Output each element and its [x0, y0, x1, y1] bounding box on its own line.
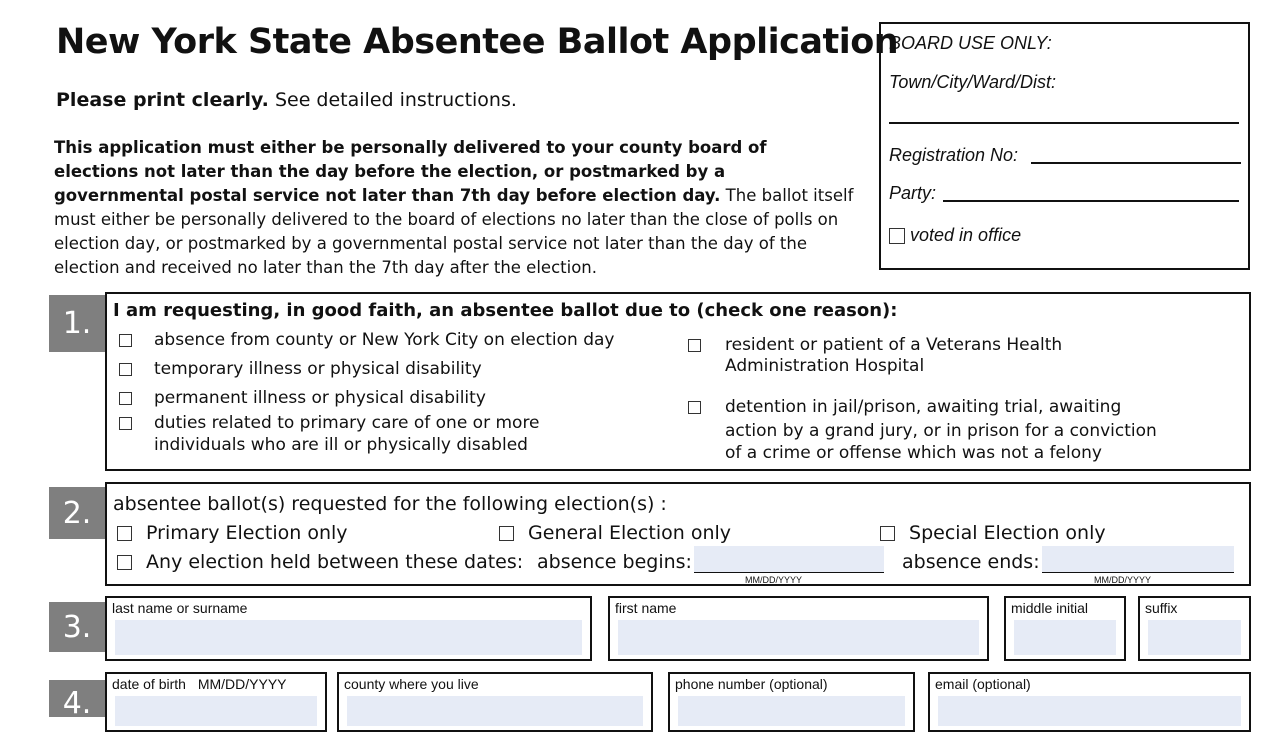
section-2-number: 2. [49, 487, 105, 539]
reason-permanent-checkbox[interactable] [119, 392, 132, 405]
last-name-field[interactable] [105, 596, 592, 661]
section-2-box [105, 482, 1251, 586]
any-election-checkbox[interactable] [117, 555, 132, 570]
town-line[interactable] [889, 122, 1239, 124]
reason-caregiver-label-2: individuals who are ill or physically disabled [154, 435, 528, 455]
print-clearly-text: Please print clearly. [56, 89, 269, 111]
first-name-input[interactable] [618, 620, 979, 655]
reason-caregiver-checkbox[interactable] [119, 417, 132, 430]
reason-veterans-label-2: Administration Hospital [725, 356, 925, 376]
voted-checkbox[interactable] [889, 228, 905, 244]
special-election-checkbox[interactable] [880, 526, 895, 541]
dob-input[interactable] [115, 696, 317, 726]
print-instruction [56, 89, 517, 111]
first-name-label: first name [615, 600, 677, 616]
email-input[interactable] [938, 696, 1241, 726]
primary-election-option[interactable] [117, 522, 348, 544]
reason-detention-label-1: detention in jail/prison, awaiting trial, awaiting [725, 397, 1122, 417]
party-line[interactable] [943, 200, 1239, 202]
intro-paragraph [54, 136, 854, 280]
intro-bold-text: This application must either be personally delivered to your county board of elections not later than the day before the election, or postmarked by a governmental postal service not later than 7th day before election day. [54, 138, 767, 205]
registration-label: Registration No: [889, 145, 1019, 165]
absence-ends-label: absence ends: [902, 551, 1040, 573]
reason-absence-label: absence from county or New York City on election day [154, 330, 615, 350]
absence-ends-format: MM/DD/YYYY [1094, 575, 1152, 585]
reason-detention-checkbox[interactable] [688, 401, 701, 414]
special-election-option[interactable] [880, 522, 1106, 544]
reason-veterans-checkbox[interactable] [688, 339, 701, 352]
dob-label-text: date of birth [112, 676, 186, 692]
suffix-input[interactable] [1148, 620, 1241, 655]
section-4-number: 4. [49, 680, 105, 717]
county-field[interactable] [337, 672, 653, 732]
intro-rest-text: The ballot itself must either be personally delivered to the board of elections no later than the close of polls on election day, or postmarked by a governmental postal service not later than the day of the election and received no later than the 7th day after the election. [54, 186, 854, 277]
phone-input[interactable] [678, 696, 905, 726]
absence-begins-format: MM/DD/YYYY [745, 575, 803, 585]
section-1-number: 1. [49, 295, 105, 352]
section-1-heading: I am requesting, in good faith, an absentee ballot due to (check one reason): [113, 300, 898, 321]
dob-field[interactable] [105, 672, 327, 732]
county-label: county where you live [344, 676, 479, 692]
reason-detention-label-3: of a crime or offense which was not a felony [725, 443, 1102, 463]
voted-label: voted in office [910, 225, 1022, 245]
absence-ends-field[interactable] [1042, 546, 1234, 573]
phone-label: phone number (optional) [675, 676, 828, 692]
middle-initial-field[interactable] [1004, 596, 1126, 661]
see-instructions-text: See detailed instructions. [274, 89, 517, 111]
page-title: New York State Absentee Ballot Application [56, 22, 899, 62]
last-name-label: last name or surname [112, 600, 248, 616]
reason-temporary-checkbox[interactable] [119, 363, 132, 376]
general-election-option[interactable] [499, 522, 731, 544]
board-title: BOARD USE ONLY: [889, 33, 1052, 53]
reason-absence-checkbox[interactable] [119, 334, 132, 347]
email-label: email (optional) [935, 676, 1031, 692]
section-2-heading: absentee ballot(s) requested for the following election(s) : [113, 493, 667, 515]
primary-election-checkbox[interactable] [117, 526, 132, 541]
special-election-label: Special Election only [909, 522, 1106, 544]
dob-label [112, 676, 287, 692]
phone-field[interactable] [668, 672, 915, 732]
absence-begins-label: absence begins: [537, 551, 692, 573]
general-election-label: General Election only [528, 522, 732, 544]
general-election-checkbox[interactable] [499, 526, 514, 541]
absence-begins-field[interactable] [694, 546, 884, 573]
reason-veterans-label-1: resident or patient of a Veterans Health [725, 335, 1063, 355]
section-1-box [105, 292, 1251, 471]
last-name-input[interactable] [115, 620, 582, 655]
reason-detention-label-2: action by a grand jury, or in prison for a conviction [725, 421, 1157, 441]
any-election-label: Any election held between these dates: [146, 551, 524, 573]
reason-permanent-label: permanent illness or physical disability [154, 388, 486, 408]
any-election-option[interactable] [117, 551, 523, 573]
party-label: Party: [889, 183, 937, 203]
town-label: Town/City/Ward/Dist: [889, 72, 1057, 92]
registration-line[interactable] [1031, 162, 1241, 164]
email-field[interactable] [928, 672, 1251, 732]
middle-initial-label: middle initial [1011, 600, 1089, 616]
dob-format: MM/DD/YYYY [197, 676, 287, 692]
first-name-field[interactable] [608, 596, 989, 661]
primary-election-label: Primary Election only [146, 522, 348, 544]
reason-caregiver-label-1: duties related to primary care of one or more [154, 413, 540, 433]
board-use-only-box [879, 22, 1250, 270]
suffix-label: suffix [1145, 600, 1178, 616]
county-input[interactable] [347, 696, 643, 726]
section-3-number: 3. [49, 602, 105, 652]
middle-initial-input[interactable] [1014, 620, 1116, 655]
suffix-field[interactable] [1138, 596, 1251, 661]
reason-temporary-label: temporary illness or physical disability [154, 359, 482, 379]
